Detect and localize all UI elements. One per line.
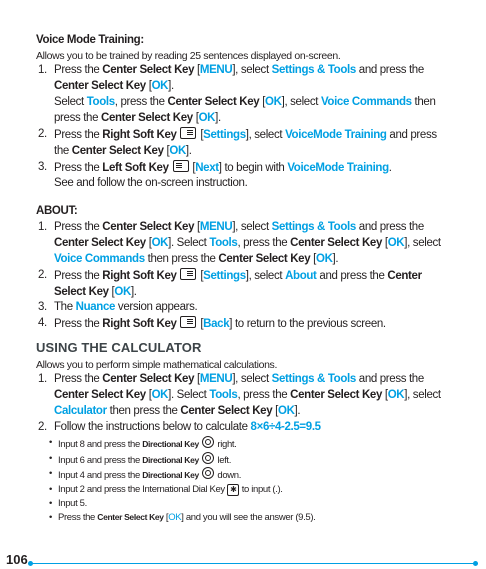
- manual-page: [36, 0, 476, 524]
- about-step-2: 2. Press the Right Soft Key [Settings], select About and press the Center Select Key [OK].: [38, 268, 422, 298]
- bullet-item: • Input 4 and press the Directional Key down.: [58, 467, 476, 483]
- bullet-item: • Input 6 and press the Directional Key left.: [58, 452, 476, 468]
- voice-step-1: 1. Press the Center Select Key [MENU], select Settings & Tools and press the Center Select Key [OK]. Select Tools, press the Center Select Key [OK], select Voice Commands then press the Center Select Key [OK].: [38, 64, 436, 124]
- directional-key-icon: [202, 467, 214, 479]
- calc-step-2: 2. Follow the instructions below to calculate 8×6÷4-2.5=9.5: [38, 421, 321, 434]
- footer-rule: [28, 563, 478, 564]
- voice-step-2: 2. Press the Right Soft Key [Settings], select VoiceMode Training and press the Center Select Key [OK].: [38, 127, 437, 157]
- right-soft-key-icon: [180, 127, 196, 139]
- calc-step-1: 1. Press the Center Select Key [MENU], select Settings & Tools and press the Center Select Key [OK]. Select Tools, press the Center Select Key [OK], select Calculator then press the Center Select Key [OK].: [38, 373, 441, 418]
- voice-step-3: 3. Press the Left Soft Key [Next] to begin with VoiceMode Training. See and follow the on-screen instruction.: [38, 160, 392, 190]
- bullet-item: • Input 5.: [58, 497, 476, 511]
- calc-title: USING THE CALCULATOR: [36, 340, 202, 356]
- bullet-item: • Press the Center Select Key [OK] and you will see the answer (9.5).: [58, 511, 476, 525]
- directional-key-icon: [202, 436, 214, 448]
- calc-expression: 8×6÷4-2.5=9.5: [250, 421, 321, 434]
- right-soft-key-icon: [180, 268, 196, 280]
- about-step-4: 4. Press the Right Soft Key [Back] to return to the previous screen.: [38, 317, 386, 331]
- right-soft-key-icon: [180, 316, 196, 328]
- voice-desc: Allows you to be trained by reading 25 sentences displayed on-screen.: [36, 49, 341, 62]
- directional-key-icon: [202, 452, 214, 464]
- about-step-1: 1. Press the Center Select Key [MENU], select Settings & Tools and press the Center Select Key [OK]. Select Tools, press the Center Select Key [OK], select Voice Commands then press the Center Select Key [OK].: [38, 221, 441, 265]
- calc-bullets: [36, 436, 476, 525]
- bullet-item: • Input 2 and press the International Dial Key ✱ to input (.).: [58, 483, 476, 497]
- international-dial-key-icon: ✱: [227, 484, 239, 496]
- bullet-item: • Input 8 and press the Directional Key right.: [58, 436, 476, 452]
- voice-title: Voice Mode Training:: [36, 34, 144, 46]
- footer-dot-right: [473, 561, 478, 566]
- about-step-3: 3. The Nuance version appears.: [38, 301, 198, 314]
- footer-dot-left: [28, 561, 33, 566]
- about-title: ABOUT:: [36, 205, 78, 218]
- left-soft-key-icon: [173, 160, 189, 172]
- page-number: 106: [6, 552, 28, 567]
- calc-desc: Allows you to perform simple mathematical calculations.: [36, 358, 278, 371]
